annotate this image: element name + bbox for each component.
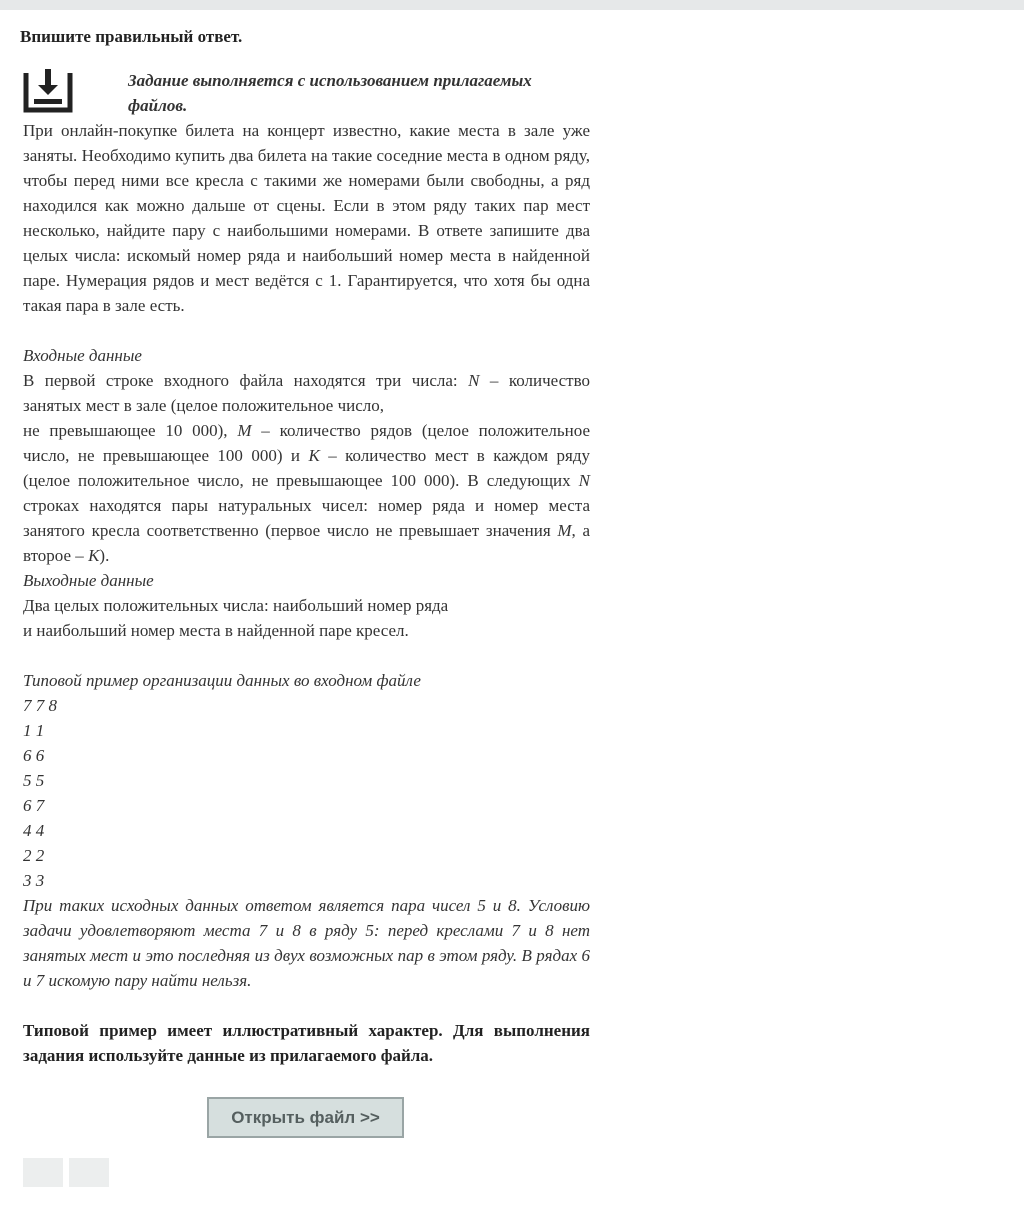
task-content [23,68,590,1068]
download-icon[interactable] [23,67,73,113]
nav-button-next[interactable] [69,1158,109,1187]
sample-line: 7 7 8 [23,696,57,715]
top-bar [0,0,1024,10]
task-text: При онлайн-покупке билета на концерт известно, какие места в зале уже заняты. Необходимо купить два билета на такие соседние места в одном ряду, чтобы перед ними все кресла с такими же номерами были свободны, а ряд находился как можно дальше от сцены. Если в этом ряду таких пар мест несколько, найдите пару с наибольшими номерами. В ответе запишите два целых числа: искомый номер ряда и наибольший номер места в найденной паре. Нумерация рядов и мест ведётся с 1. Гарантируется, что хотя бы одна такая пара в зале есть. [23,121,590,315]
sample-line: 5 5 [23,771,45,790]
sample-line: 4 4 [23,821,45,840]
nav-button-prev[interactable] [23,1158,63,1187]
attached-files-note [23,68,590,118]
sample-line: 3 3 [23,871,45,890]
instruction-heading: Впишите правильный ответ. [20,27,243,46]
input-text: В первой строке входного файла находятся три числа: N – количество занятых мест в зале (целое положительное число, не превышающее 10 000), M – количество рядов (целое положительное число, не превышающее 100 000) и K – количество мест в каждом ряду (целое положительное число, не превышающее 100 000). В следующих N строках находятся пары натуральных чисел: номер ряда и номер места занятого кресла соответственно (первое число не превышает значения M, а второе – K). [23,371,591,565]
file-note-text: Задание выполняется с использованием прилагаемых файлов. [128,71,532,115]
sample-line: 2 2 [23,846,45,865]
sample-line: 6 6 [23,746,45,765]
open-file-button[interactable]: Открыть файл >> [207,1097,404,1138]
sample-heading: Типовой пример организации данных во входном файле [23,671,421,690]
sample-line: 6 7 [23,796,45,815]
output-text-line: Два целых положительных числа: наибольший номер ряда [23,596,449,615]
input-heading: Входные данные [23,346,142,365]
sample-line: 1 1 [23,721,45,740]
illustrative-note: Типовой пример имеет иллюстративный характер. Для выполнения задания используйте данные из прилагаемого файла. [23,1021,590,1065]
output-text-line: и наибольший номер места в найденной паре кресел. [23,621,409,640]
output-heading: Выходные данные [23,571,154,590]
sample-note: При таких исходных данных ответом является пара чисел 5 и 8. Условию задачи удовлетворяют места 7 и 8 в ряду 5: перед креслами 7 и 8 нет занятых мест и это последняя из двух возможных пар в этом ряду. В рядах 6 и 7 искомую пару найти нельзя. [23,896,590,990]
